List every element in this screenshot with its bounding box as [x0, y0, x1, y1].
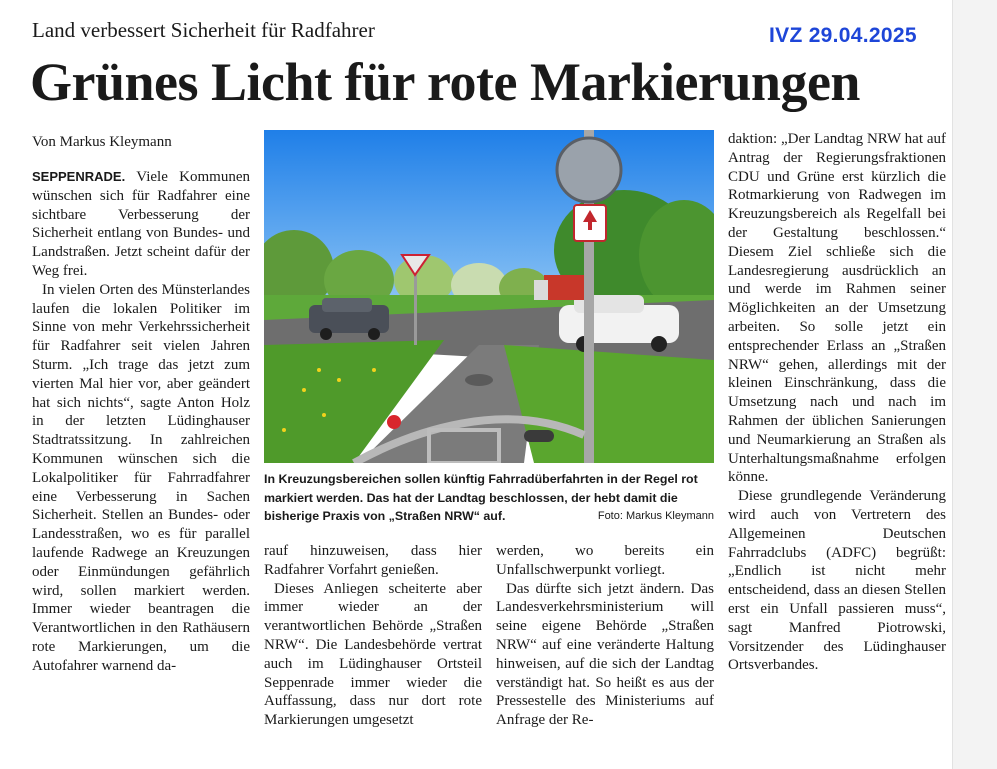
article-headline: Grünes Licht für rote Markierungen: [30, 52, 860, 112]
paragraph: rauf hinzuweisen, dass hier Radfahrer Vorfahrt genießen.: [264, 543, 482, 578]
article-column-1: [32, 168, 250, 676]
article-column-2: [264, 542, 482, 730]
article-photo: [264, 130, 714, 463]
caption-text: In Kreuzungsbereichen sollen künftig Fahrradüberfahrten in der Regel rot markiert werden. Das hat der Landtag beschlossen, der hebt damit die bisherige Praxis von „Straßen NRW“ auf.: [264, 472, 698, 523]
page-margin: [952, 0, 997, 769]
article-kicker: Land verbessert Sicherheit für Radfahrer: [32, 18, 375, 42]
paragraph: Dieses Anliegen scheiterte aber immer wieder an der verantwortlichen Behörde „Straßen NRW“. Die Landesbehörde vertrat auch im Lüdinghauser Ortsteil Seppenrade immer wieder die Auffassung, dass nur dort rote Markierungen umgesetzt: [264, 580, 482, 729]
dateline: SEPPENRADE.: [32, 169, 126, 184]
lead-text: Viele Kommunen wünschen sich für Radfahrer eine sichtbare Verbesserung der Sicherheit entlang von Bundes- und Landstraßen. Jetzt scheint dafür der Weg frei.: [32, 169, 250, 279]
paragraph: werden, wo bereits ein Unfallschwerpunkt vorliegt.: [496, 543, 714, 578]
paragraph: Das dürfte sich jetzt ändern. Das Landesverkehrsministerium will seine eigene Behörde „Straßen NRW“ auf eine veränderte Haltung hinweisen, auf die sich der Landtag verständigt hat. So heißt es aus der Pressestelle des Ministeriums auf Anfrage der Re-: [496, 580, 714, 729]
paragraph: In vielen Orten des Münsterlandes laufen die lokalen Politiker im Sinne von mehr Verkehrssicherheit für Radfahrer seit vielen Jahren Sturm. „Ich trage das jetzt zum vierten Mal hier vor, aber geändert hat sich nichts“, sagte Anton Holz in der letzten Lüdinghauser Stadtratssitzung. In zahlreichen Kommunen wünschen sich die Lokalpolitiker für Fahrradfahrer eine Verbesserung in Sachen Sicherheit. Stellen an Bundes- oder Landesstraßen, wo es für parallel laufende Radwege an Kreuzungen oder Einmündungen gefährlich wird, sollen markiert werden. Immer wieder beantragen die Verantwortlichen in den Rathäusern rote Markierungen, um die Autofahrer warnend da-: [32, 281, 250, 674]
article-column-4: [728, 130, 946, 675]
photo-credit: Foto: Markus Kleymann: [597, 510, 714, 522]
date-stamp: IVZ 29.04.2025: [769, 24, 917, 47]
lead-paragraph: [32, 168, 250, 281]
paragraph: Diese grundlegende Veränderung wird auch von Vertretern des Allgemeinen Deutschen Fahrradclubs (ADFC) begrüßt: „Endlich ist nicht mehr entscheidend, dass an diesen Stellen erst ein Unfall passieren muss“, sagt Manfred Piotrowski, Vorsitzender des Lüdinghauser Ortsverbandes.: [728, 488, 946, 674]
byline: Von Markus Kleymann: [32, 134, 172, 150]
paragraph: daktion: „Der Landtag NRW hat auf Antrag der Regierungsfraktionen CDU und Grüne erst kürzlich die Rotmarkierung von Radwegen im Kreuzungsbereich als Regelfall bei der Gestaltung beschlossen.“ Diesem Ziel schließe sich die Landesregierung ausdrücklich an und werde im Rahmen seiner Möglichkeiten an der Umsetzung arbeiten. So solle jetzt ein entsprechender Erlass an „Straßen NRW“ gehen, allerdings mit der kleinen Einschränkung, dass die Umsetzung nach und nach im Rahmen der üblichen Sanierungen und Neumarkierung an Straßen als Unterhaltungsmaßnahme erfolgen könne.: [728, 131, 946, 486]
article-column-3: [496, 542, 714, 730]
photo-scene: [264, 130, 714, 463]
photo-caption: [264, 470, 714, 526]
